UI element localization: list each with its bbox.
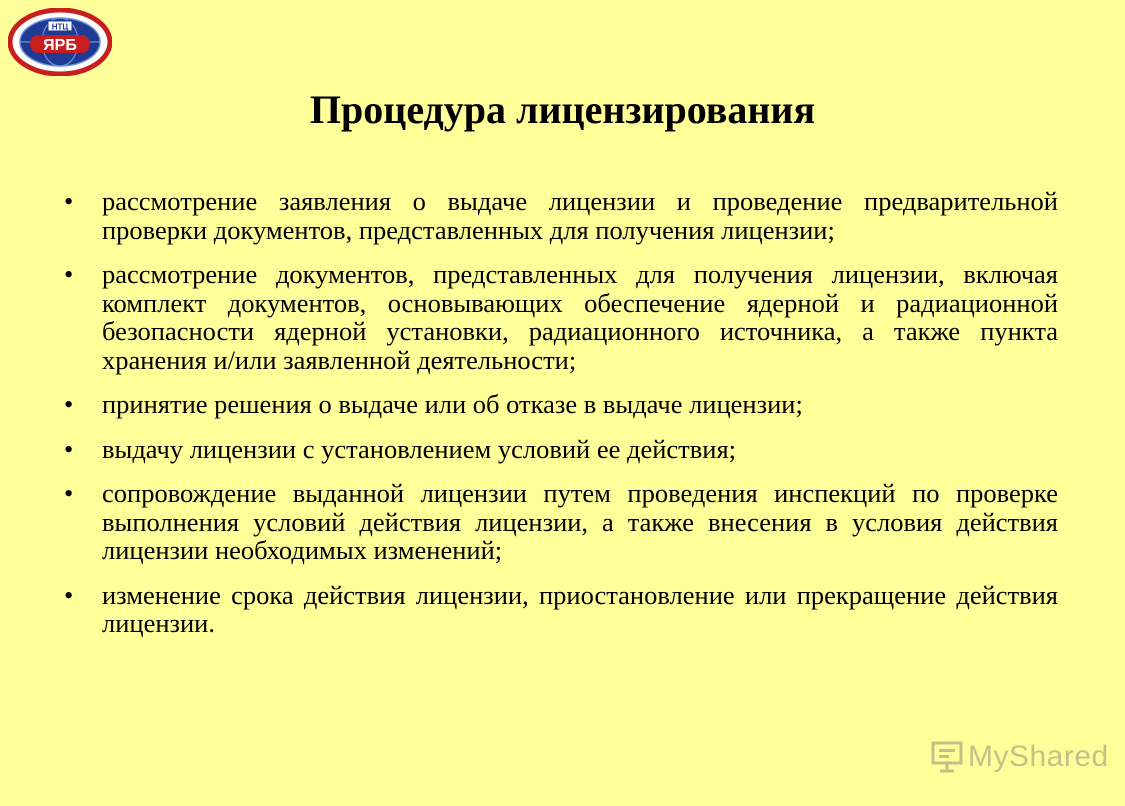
bullet-text: рассмотрение документов, представленных для получения лицензии, включая комплект документов, основывающих обеспечение ядерной и радиационной безопасности ядерной установки, радиационного источника, а также пункта хранения и/или заявленной деятельности; bbox=[102, 259, 1058, 375]
bullet-icon: • bbox=[64, 259, 74, 289]
slide-title: Процедура лицензирования bbox=[309, 87, 816, 132]
bullet-text: сопровождение выданной лицензии путем проведения инспекций по проверке выполнения условий действия лицензии, а также внесения в условия действия лицензии необходимых изменений; bbox=[102, 478, 1058, 565]
bullet-item bbox=[62, 260, 1058, 374]
bullet-item bbox=[62, 187, 1058, 244]
bullet-text: изменение срока действия лицензии, приостановление или прекращение действия лицензии. bbox=[102, 579, 1058, 638]
watermark-text: MyShared bbox=[968, 740, 1109, 773]
bullet-icon: • bbox=[64, 478, 74, 508]
bullet-text: выдачу лицензии с установлением условий ее действия; bbox=[102, 433, 737, 464]
bullet-icon: • bbox=[64, 433, 74, 464]
logo-emblem-icon bbox=[8, 8, 112, 76]
presentation-board-icon bbox=[930, 740, 964, 774]
bullet-item bbox=[62, 390, 1058, 419]
bullet-icon: • bbox=[64, 579, 74, 610]
logo-text: ЯРБ bbox=[43, 37, 77, 54]
logo-subtext: НТЦ bbox=[51, 22, 69, 32]
bullet-item bbox=[62, 581, 1058, 638]
bullet-text: принятие решения о выдаче или об отказе в выдаче лицензии; bbox=[102, 389, 803, 419]
watermark bbox=[930, 740, 1109, 774]
bullet-item bbox=[62, 435, 1058, 464]
bullet-item bbox=[62, 479, 1058, 565]
bullet-list bbox=[62, 187, 1058, 654]
bullet-icon: • bbox=[64, 186, 74, 216]
organization-logo bbox=[8, 8, 112, 76]
bullet-text: рассмотрение заявления о выдаче лицензии и проведение предварительной проверки документов, представленных для получения лицензии; bbox=[102, 186, 1058, 245]
bullet-icon: • bbox=[64, 389, 74, 419]
